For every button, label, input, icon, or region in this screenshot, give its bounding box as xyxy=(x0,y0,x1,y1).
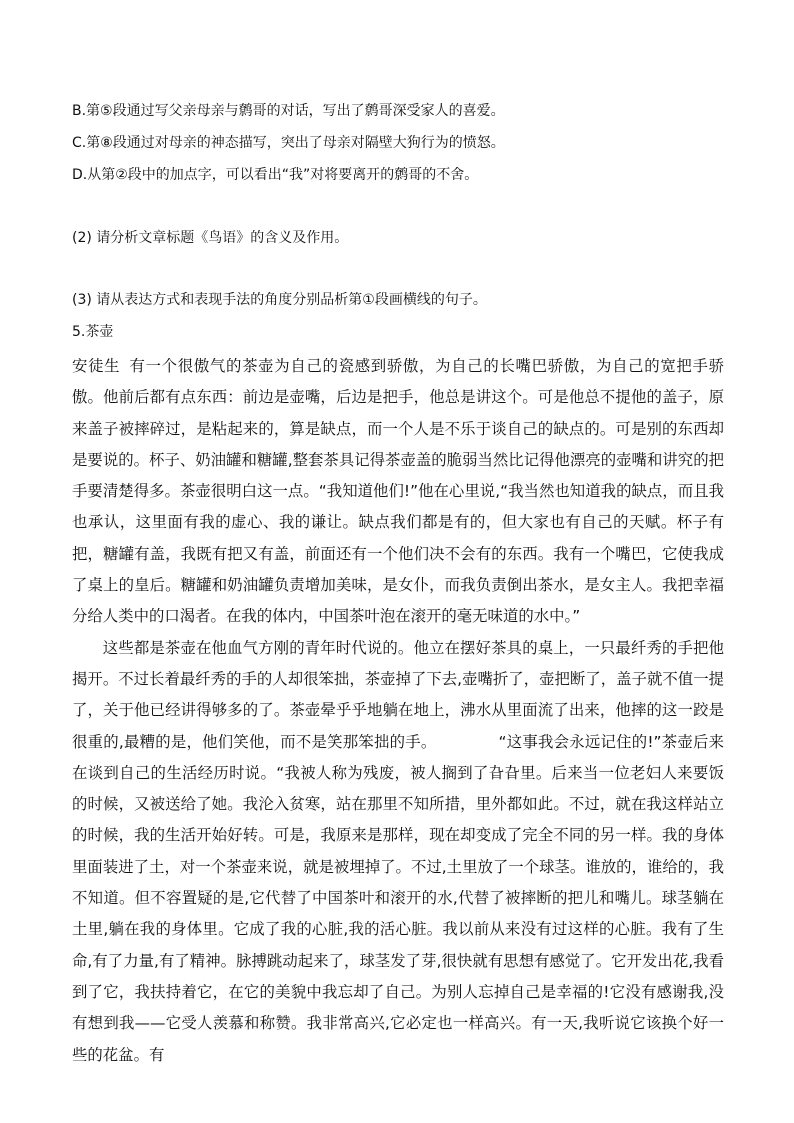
option-b: B.第⑤段通过写父亲母亲与鹩哥的对话，写出了鹩哥深受家人的喜爱。 xyxy=(72,103,505,119)
passage-paragraph-2-part-a: 这些都是茶壶在他血气方刚的青年时代说的。他立在摆好茶具的桌上，一只最纤秀的手把他揭开。不过长着最纤秀的手的人却很笨拙，茶壶掉了下去,壶嘴折了，壶把断了，盖子就不值一提了，关于他已经讲得够多的了。茶壶晕乎乎地躺在地上，沸水从里面流了出来，他摔的这一跤是很重的,最糟的是，他们笑他，而不是笑那笨拙的手。 xyxy=(72,638,724,751)
option-d: D.从第②段中的加点字，可以看出“我”对将要离开的鹩哥的不舍。 xyxy=(72,167,479,183)
passage-author: 安徒生 xyxy=(72,357,121,375)
passage-body xyxy=(72,351,724,1071)
question-2: (2) 请分析文章标题《鸟语》的含义及作用。 xyxy=(72,230,349,246)
passage-paragraph-1 xyxy=(72,351,724,633)
question-3: (3) 请从表达方式和表现手法的角度分别品析第①段画横线的句子。 xyxy=(72,292,487,308)
option-c: C.第⑧段通过对母亲的神态描写，突出了母亲对隔壁大狗行为的愤怒。 xyxy=(72,135,505,151)
passage-paragraph-1-text: 有一个很傲气的茶壶为自己的瓷感到骄傲，为自己的长嘴巴骄傲，为自己的宽把手骄傲。他前后都有点东西：前边是壶嘴，后边是把手，他总是讲这个。可是他总不提他的盖子，原来盖子被摔碎过，是粘起来的，算是缺点，而一个人是不乐于谈自己的缺点的。可是别的东西却是要说的。杯子、奶油罐和糖罐,整套茶具记得茶壶盖的脆弱当然比记得他漂亮的壶嘴和讲究的把手要清楚得多。茶壶很明白这一点。“我知道他们!”他在心里说,“我当然也知道我的缺点，而且我也承认，这里面有我的虚心、我的谦让。缺点我们都是有的，但大家也有自己的天赋。杯子有把，糖罐有盖，我既有把又有盖，前面还有一个他们决不会有的东西。我有一个嘴巴，它使我成了桌上的皇后。糖罐和奶油罐负责增加美味，是女仆，而我负责倒出茶水，是女主人。我把幸福分给人类中的口渴者。在我的体内，中国茶叶泡在滚开的毫无味道的水中。” xyxy=(72,357,724,626)
passage-paragraph-2 xyxy=(72,633,724,1071)
passage-number-title: 5.茶壶 xyxy=(72,324,114,340)
passage-paragraph-2-part-b: “这事我会永远记住的!”茶壶后来在谈到自己的生活经历时说。“我被人称为残废，被人搁到了旮旮里。后来当一位老妇人来要饭的时候，又被送给了她。我沦入贫寒，站在那里不知所措，里外都如此。不过，就在我这样站立的时候，我的生活开始好转。可是，我原来是那样，现在却变成了完全不同的另一样。我的身体里面装进了土，对一个茶壶来说，就是被埋掉了。不过,土里放了一个球茎。谁放的，谁给的，我不知道。但不容置疑的是,它代替了中国茶叶和滚开的水,代替了被摔断的把儿和嘴儿。球茎躺在土里,躺在我的身体里。它成了我的心脏,我的活心脏。我以前从来没有过这样的心脏。我有了生命,有了力量,有了精神。脉搏跳动起来了，球茎发了芽,很快就有思想有感觉了。它开发出花,我看到了它，我扶持着它，在它的美貌中我忘却了自己。为别人忘掉自己是幸福的!它没有感谢我,没有想到我——它受人羡慕和称赞。我非常高兴,它必定也一样高兴。有一天,我听说它该换个好一些的花盆。有 xyxy=(72,732,724,1064)
